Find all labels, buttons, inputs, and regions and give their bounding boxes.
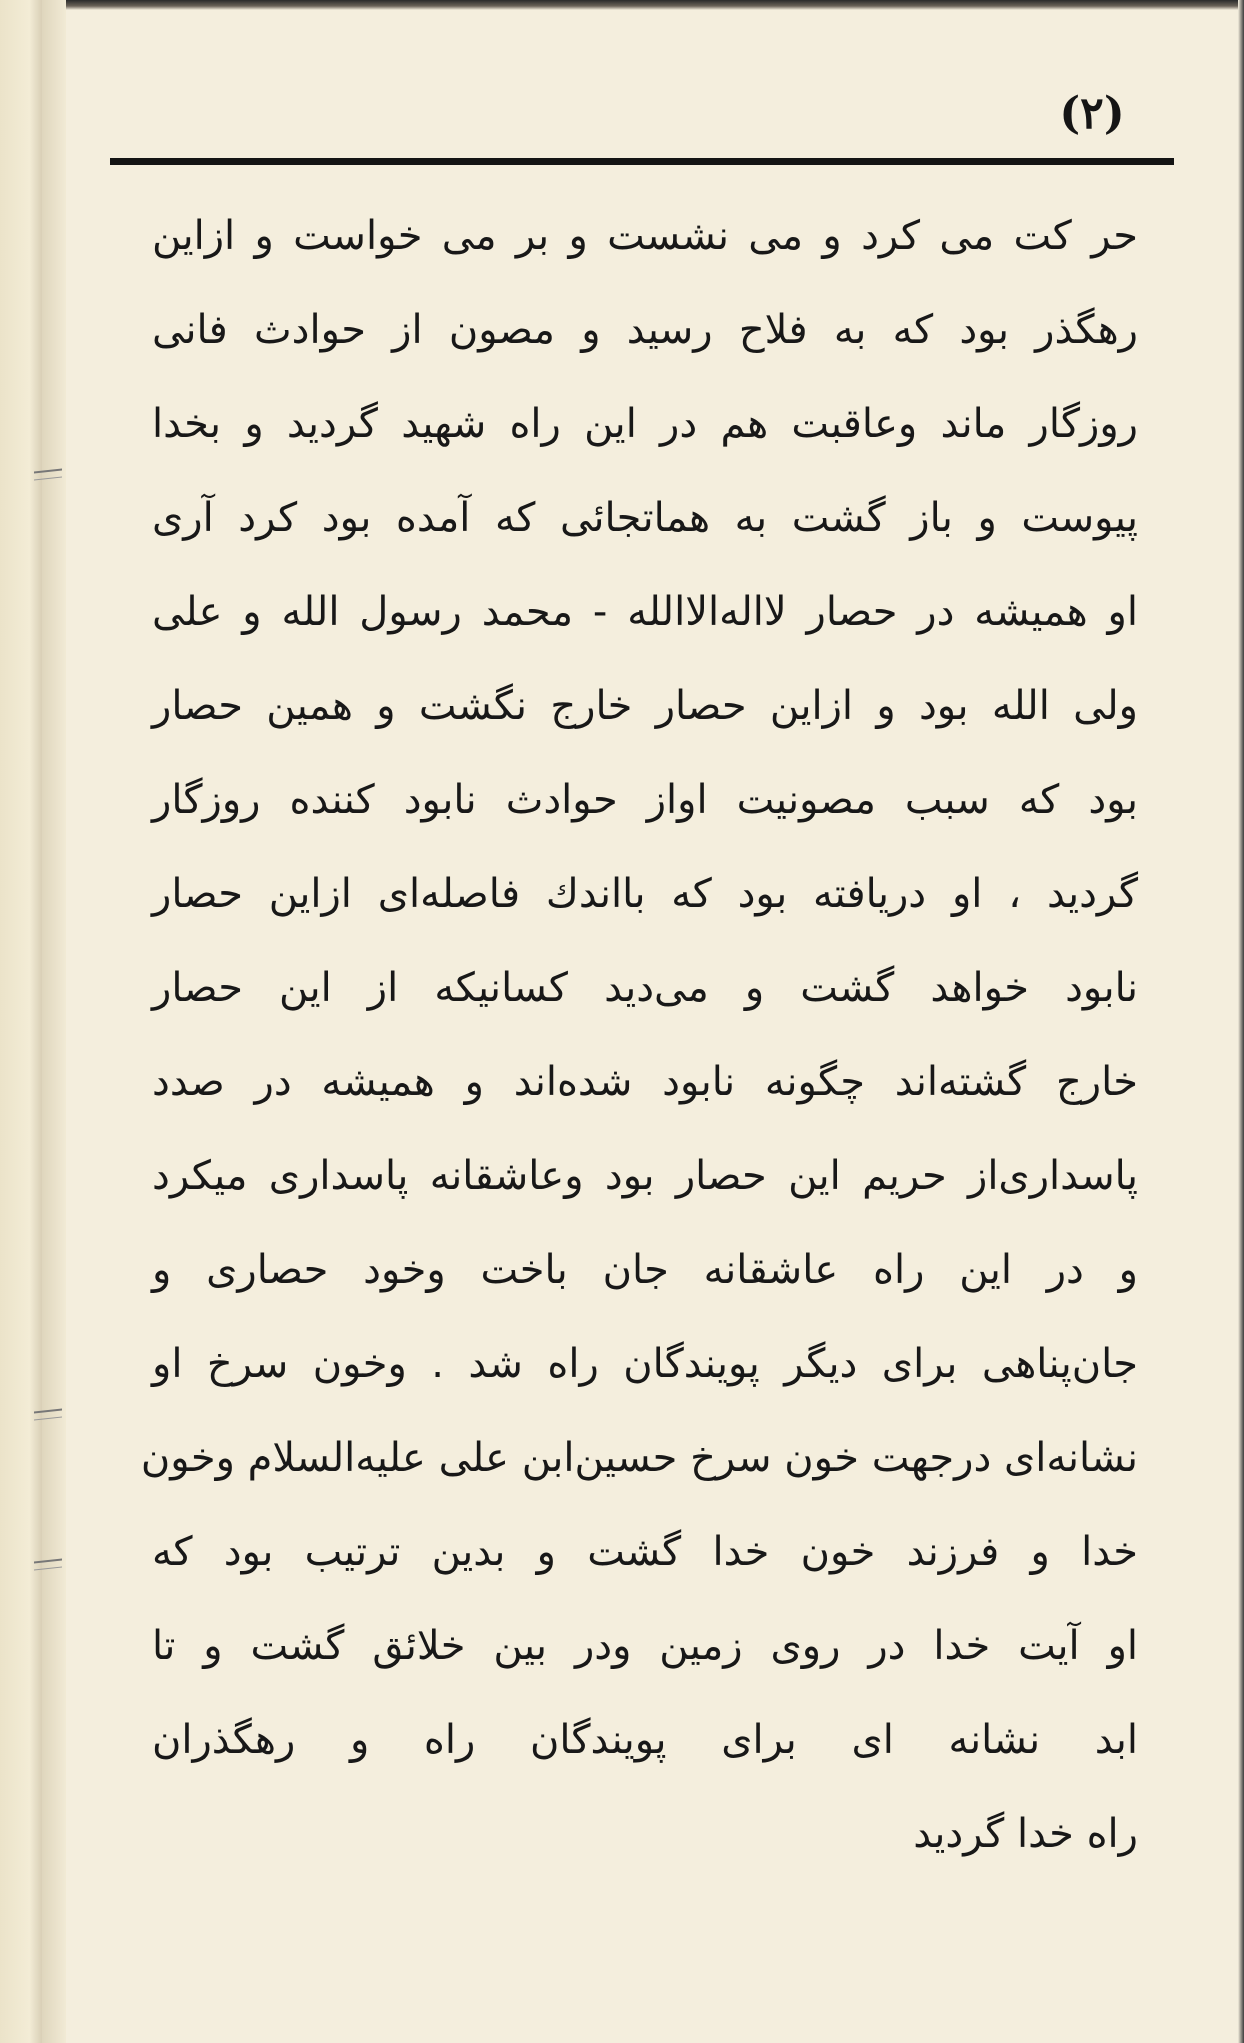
scan-right-edge: [1238, 0, 1244, 2043]
text-line: نشانه‌ای درجهت خون سرخ حسین‌ابن علی علیه‌السلام وخون: [140, 1435, 1138, 1481]
text-line-final: راه خدا گردید: [913, 1811, 1138, 1857]
text-line: او همیشه در حصار لااله‌الاالله - محمد رسول الله و علی: [152, 589, 1138, 635]
text-line: رهگذر بود که به فلاح رسید و مصون از حوادث فانی: [152, 307, 1138, 353]
text-line: حر کت می کرد و می نشست و بر می خواست و ازاین: [152, 213, 1138, 259]
header-rule: [110, 158, 1174, 165]
text-line: گردید ، او دریافته بود که بااندك فاصله‌ای ازاین حصار: [152, 871, 1138, 917]
binding-gutter: [42, 0, 66, 2043]
text-line: ولی الله بود و ازاین حصار خارج نگشت و همین حصار: [152, 683, 1138, 729]
text-line: خدا و فرزند خون خدا گشت و بدین ترتیب بود که: [152, 1529, 1138, 1575]
facing-page-edge: [0, 0, 43, 2043]
text-line: او آیت خدا در روی زمین ودر بین خلائق گشت و تا: [152, 1623, 1138, 1669]
page-number: (۲): [1059, 88, 1125, 139]
body-text: [140, 196, 1138, 1888]
text-line: پاسداری‌از حریم این حصار بود وعاشقانه پاسداری میکرد: [152, 1153, 1138, 1199]
text-line: و در این راه عاشقانه جان باخت وخود حصاری و: [152, 1247, 1138, 1293]
text-line: جان‌پناهی برای دیگر پویندگان راه شد . وخون سرخ او: [152, 1341, 1138, 1387]
text-line: بود که سبب مصونیت اواز حوادث نابود کننده روزگار: [152, 777, 1138, 823]
text-line: ابد نشانه ای برای پویندگان راه و رهگذران: [152, 1717, 1138, 1763]
text-line: پیوست و باز گشت به هماتجائی که آمده بود کرد آری: [152, 495, 1138, 541]
text-line: نابود خواهد گشت و می‌دید کسانیکه از این حصار: [152, 965, 1138, 1011]
scan-top-edge: [0, 0, 1244, 10]
text-line: روزگار ماند وعاقبت هم در این راه شهید گردید و بخدا: [152, 401, 1138, 447]
text-line: خارج گشته‌اند چگونه نابود شده‌اند و همیشه در صدد: [152, 1059, 1138, 1105]
